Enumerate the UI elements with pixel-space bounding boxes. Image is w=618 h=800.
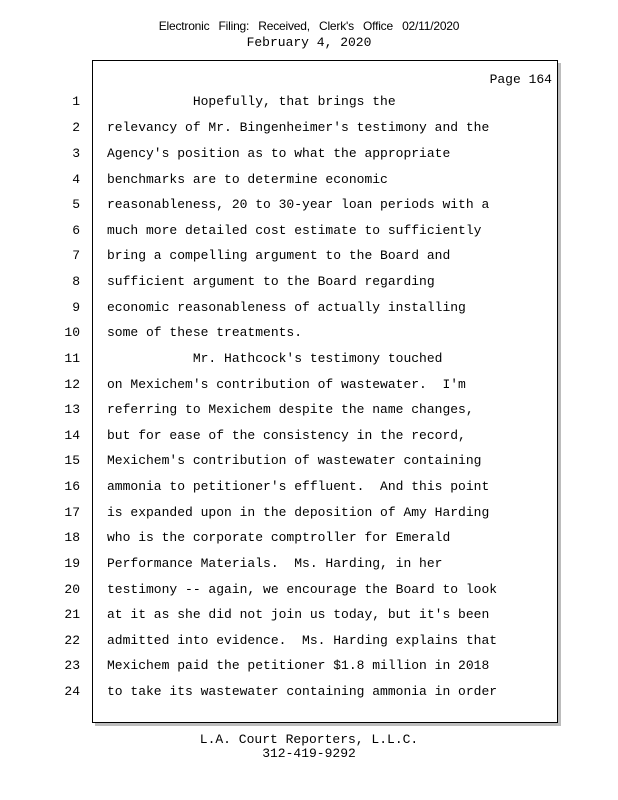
line-number: 2 [72, 120, 80, 135]
line-number: 16 [64, 479, 80, 494]
line-number: 21 [64, 607, 80, 622]
line-text: much more detailed cost estimate to sufficiently [107, 223, 482, 238]
line-number: 13 [64, 402, 80, 417]
line-number: 1 [72, 94, 80, 109]
line-number: 3 [72, 146, 80, 161]
line-text: ammonia to petitioner's effluent. And this point [107, 479, 490, 494]
line-number: 12 [64, 377, 80, 392]
line-text: relevancy of Mr. Bingenheimer's testimony and the [107, 120, 490, 135]
line-number: 23 [64, 658, 80, 673]
line-text: bring a compelling argument to the Board and [107, 248, 451, 263]
line-number: 9 [72, 300, 80, 315]
line-text: Mr. Hathcock's testimony touched [107, 351, 443, 366]
line-text: but for ease of the consistency in the record, [107, 428, 466, 443]
line-text: Mexichem's contribution of wastewater containing [107, 453, 482, 468]
line-text: benchmarks are to determine economic [107, 172, 388, 187]
line-number: 19 [64, 556, 80, 571]
footer-reporter: L.A. Court Reporters, L.L.C. [199, 732, 419, 747]
page-number: Page 164 [489, 72, 552, 87]
line-number: 17 [64, 505, 80, 520]
line-text: referring to Mexichem despite the name changes, [107, 402, 474, 417]
line-text: Hopefully, that brings the [107, 94, 396, 109]
line-text: at it as she did not join us today, but it's been [107, 607, 490, 622]
line-number: 18 [64, 530, 80, 545]
line-text: is expanded upon in the deposition of Amy Harding [107, 505, 490, 520]
line-text: sufficient argument to the Board regarding [107, 274, 435, 289]
line-text: reasonableness, 20 to 30-year loan periods with a [107, 197, 490, 212]
line-number: 10 [64, 325, 80, 340]
line-number: 4 [72, 172, 80, 187]
line-text: economic reasonableness of actually installing [107, 300, 466, 315]
line-text: on Mexichem's contribution of wastewater. I'm [107, 377, 466, 392]
line-text: Agency's position as to what the appropriate [107, 146, 451, 161]
line-text: testimony -- again, we encourage the Board to look [107, 582, 498, 597]
line-number: 24 [64, 684, 80, 699]
line-number: 8 [72, 274, 80, 289]
line-number: 11 [64, 351, 80, 366]
line-number: 7 [72, 248, 80, 263]
hearing-date: February 4, 2020 [246, 35, 372, 50]
line-number: 15 [64, 453, 80, 468]
line-number: 22 [64, 633, 80, 648]
line-number: 5 [72, 197, 80, 212]
line-text: Performance Materials. Ms. Harding, in her [107, 556, 443, 571]
line-number: 14 [64, 428, 80, 443]
line-text: some of these treatments. [107, 325, 303, 340]
line-number: 6 [72, 223, 80, 238]
line-text: who is the corporate comptroller for Emerald [107, 530, 451, 545]
line-number: 20 [64, 582, 80, 597]
filing-stamp: Electronic Filing: Received, Clerk's Office 02/11/2020 [158, 19, 460, 33]
line-text: to take its wastewater containing ammonia in order [107, 684, 498, 699]
line-text: admitted into evidence. Ms. Harding explains that [107, 633, 498, 648]
footer-phone: 312-419-9292 [262, 746, 356, 761]
line-text: Mexichem paid the petitioner $1.8 million in 2018 [107, 658, 490, 673]
